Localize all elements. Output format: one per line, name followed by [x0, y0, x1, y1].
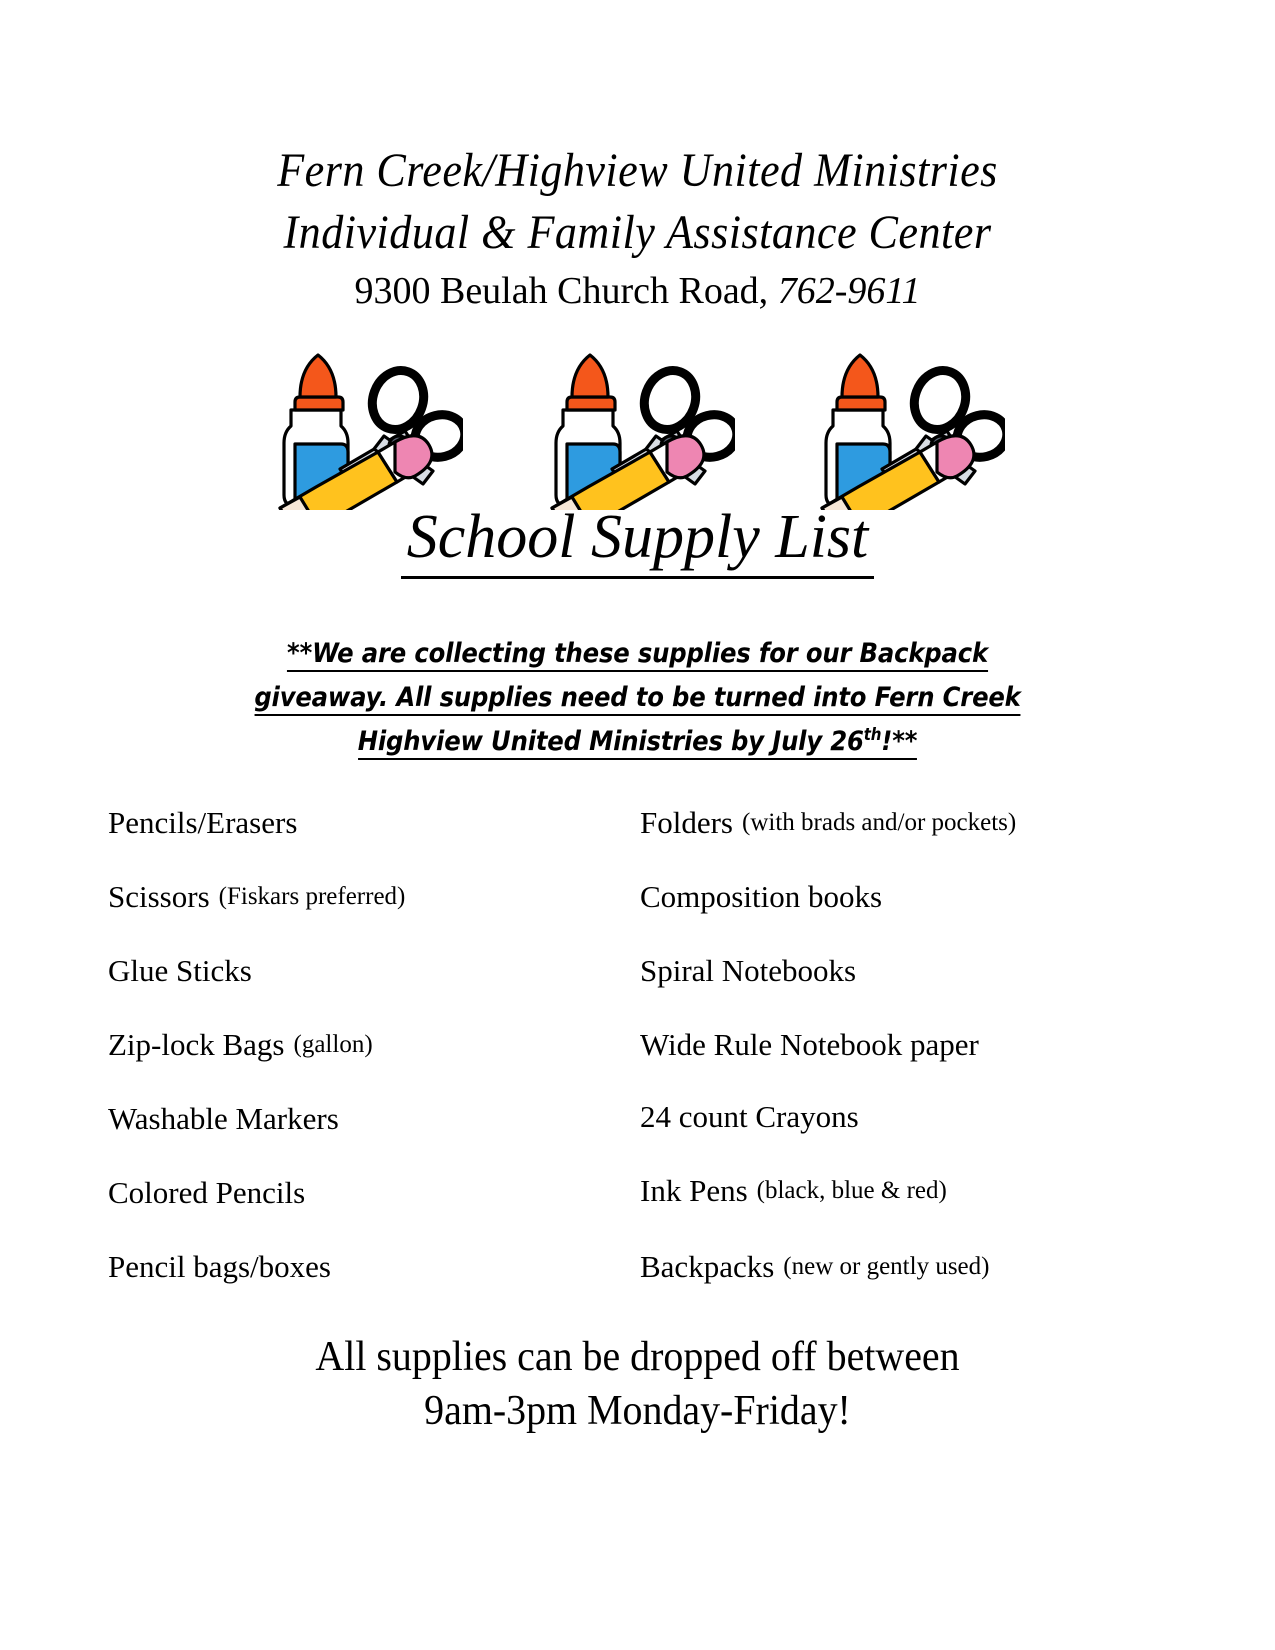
supply-note: (gallon): [293, 1031, 373, 1058]
announcement-line-3-tail: !**: [881, 726, 918, 757]
phone-number: 762-9611: [777, 270, 921, 312]
address-street: 9300 Beulah Church Road,: [354, 270, 769, 312]
glue-scissors-pencil-icon: [248, 352, 463, 510]
supply-name: Backpacks: [640, 1249, 775, 1284]
announcement-line-3: [64, 720, 1212, 764]
glue-scissors-pencil-icon: [520, 352, 735, 510]
supply-list-left-column: [108, 786, 628, 1304]
supply-name: Zip-lock Bags: [108, 1027, 285, 1062]
organization-address: [0, 266, 1275, 316]
list-item: [108, 1230, 628, 1304]
supply-list: [0, 786, 1275, 1296]
ordinal-suffix: th: [863, 724, 882, 744]
list-item: [640, 1152, 1120, 1230]
supply-name: Composition books: [640, 879, 883, 914]
supply-name: Ink Pens: [640, 1173, 748, 1208]
supply-name: Glue Sticks: [108, 953, 252, 988]
list-item: [640, 934, 1120, 1008]
list-item: [640, 1082, 1120, 1152]
announcement-line-1: [64, 632, 1212, 676]
supply-name: Spiral Notebooks: [640, 953, 857, 988]
list-item: [108, 1156, 628, 1230]
school-supplies-clipart: [520, 352, 735, 510]
supply-name: 24 count Crayons: [640, 1099, 859, 1134]
list-item: [640, 786, 1120, 860]
supply-name: Wide Rule Notebook paper: [640, 1027, 979, 1062]
page-title-wrap: [0, 500, 1275, 579]
dropoff-line-2: 9am-3pm Monday-Friday!: [424, 1388, 851, 1434]
announcement-line-3-text: [358, 726, 918, 760]
list-item: [640, 1230, 1120, 1304]
announcement-line-1-text: **We are collecting these supplies for our Backpack: [287, 638, 988, 672]
glue-scissors-pencil-icon: [790, 352, 1005, 510]
supply-name: Washable Markers: [108, 1101, 339, 1136]
list-item: [640, 860, 1120, 934]
dropoff-footer: [0, 1330, 1275, 1438]
announcement-deadline-text: Highview United Ministries by July 26: [357, 726, 864, 757]
supply-list-right-column: [640, 786, 1120, 1304]
list-item: [108, 934, 628, 1008]
list-item: [108, 860, 628, 934]
page-title: School Supply List: [401, 500, 875, 579]
supply-name: Folders: [640, 805, 733, 840]
list-item: [640, 1008, 1120, 1082]
supply-note: (black, blue & red): [756, 1177, 947, 1204]
supply-name: Pencil bags/boxes: [108, 1249, 331, 1284]
list-item: [108, 786, 628, 860]
supply-name: Pencils/Erasers: [108, 805, 298, 840]
supply-note: (with brads and/or pockets): [742, 809, 1017, 836]
supply-note: (Fiskars preferred): [218, 883, 406, 910]
supply-note: (new or gently used): [783, 1253, 990, 1280]
announcement-line-2: [64, 676, 1212, 720]
organization-name-line2: Individual & Family Assistance Center: [283, 206, 992, 259]
list-item: [108, 1008, 628, 1082]
announcement-line-2-text: giveaway. All supplies need to be turned into Fern Creek: [254, 682, 1020, 716]
school-supplies-clipart: [248, 352, 463, 510]
supply-name: Scissors: [108, 879, 210, 914]
dropoff-line-1: All supplies can be dropped off between: [315, 1334, 960, 1380]
organization-name-line1: Fern Creek/Highview United Ministries: [277, 144, 998, 197]
school-supplies-clipart: [790, 352, 1005, 510]
supply-name: Colored Pencils: [108, 1175, 306, 1210]
list-item: [108, 1082, 628, 1156]
announcement-block: [0, 632, 1275, 764]
clipart-row: [0, 352, 1275, 512]
organization-header: [0, 140, 1275, 316]
